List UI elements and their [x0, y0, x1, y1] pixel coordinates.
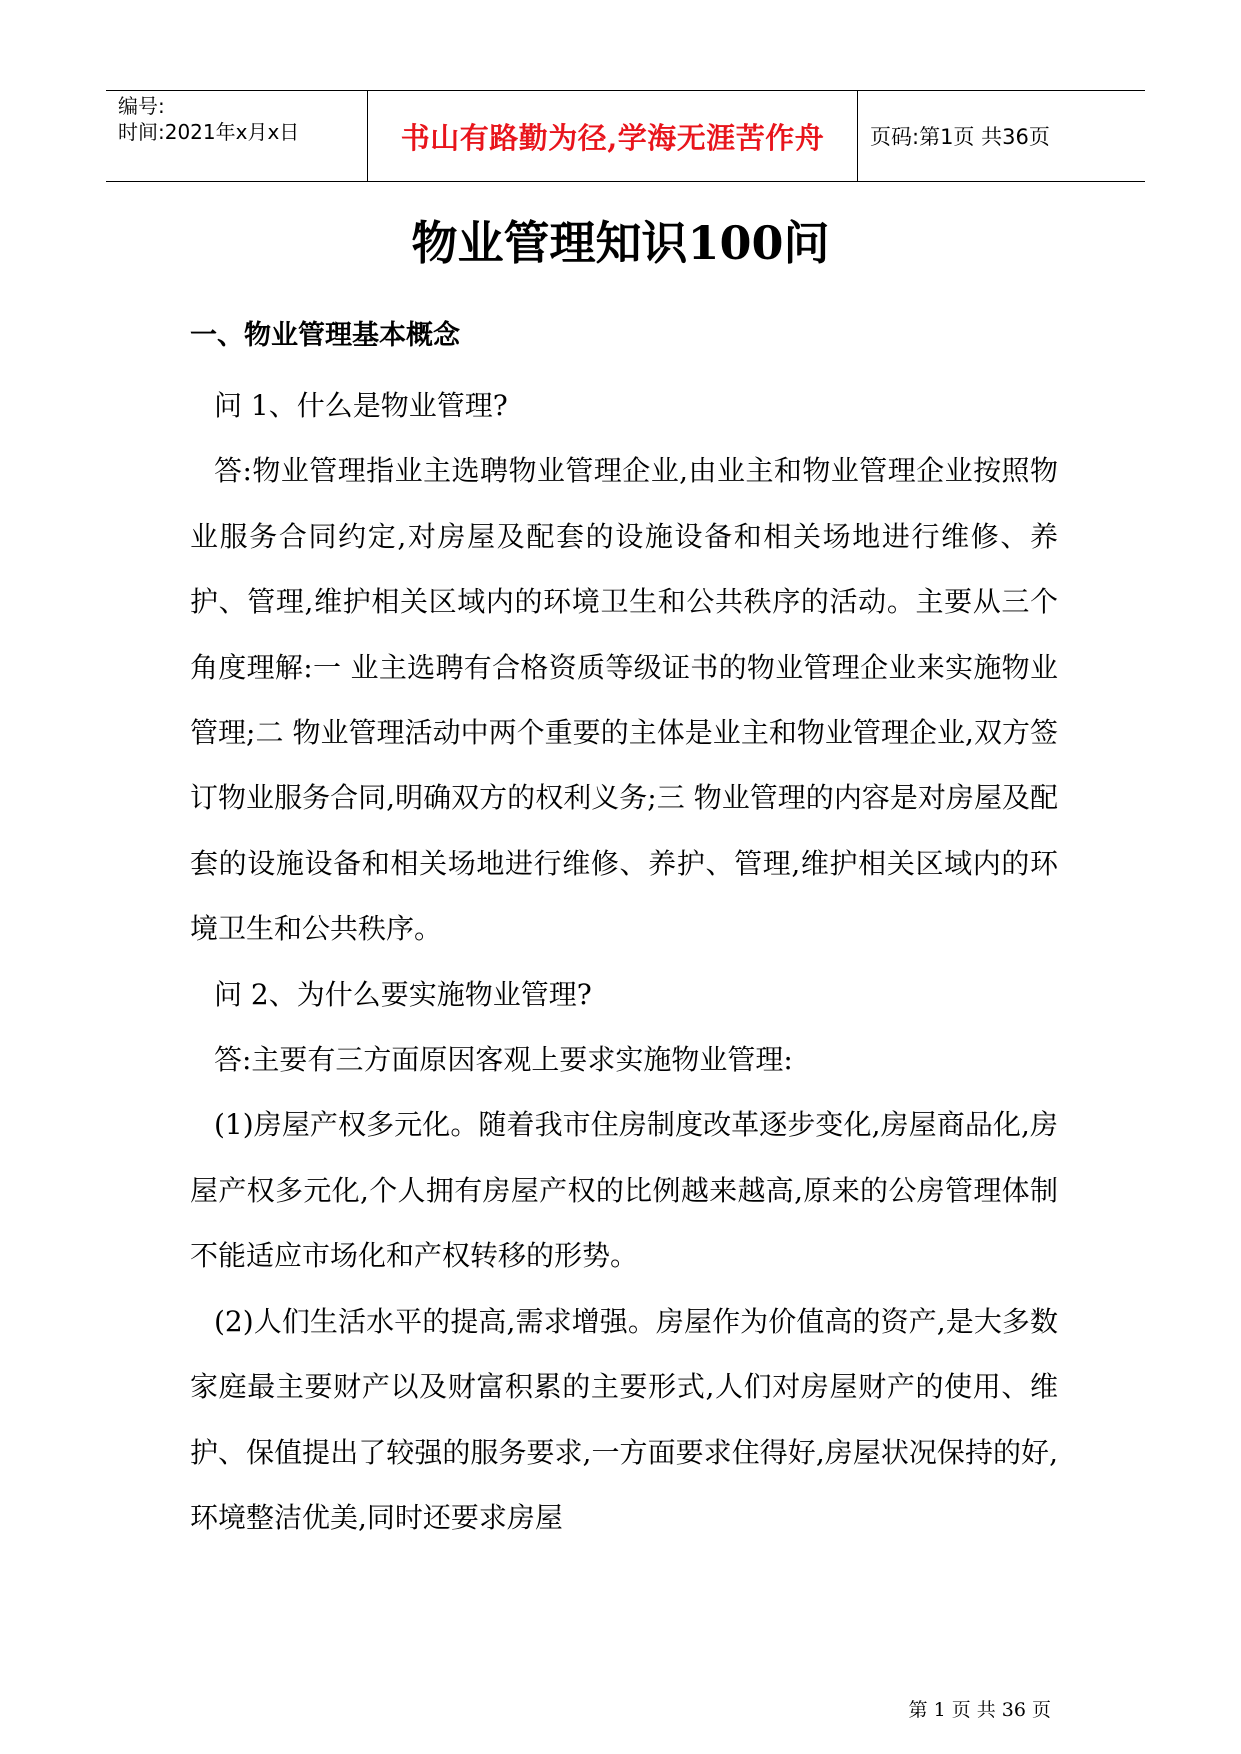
header-info-cell [106, 91, 368, 181]
page-footer: 第 1 页 共 36 页 [908, 1699, 1051, 1721]
page-code-text: 页码:第1页 共36页 [870, 125, 1050, 149]
page-code-cell [858, 91, 1145, 181]
question-2: 问 2、为什么要实施物业管理? [214, 977, 592, 1011]
time-label: 时间:2021年x月x日 [118, 120, 300, 144]
section-heading: 一、物业管理基本概念 [190, 320, 460, 351]
motto-text: 书山有路勤为径,学海无涯苦作舟 [400, 120, 825, 155]
answer-2-point-1: (1)房屋产权多元化。随着我市住房制度改革逐步变化,房屋商品化,房屋产权多元化,个人拥有房屋产权的比例越来越高,原来的公房管理体制不能适应市场化和产权转移的形势。 [190, 1108, 1058, 1273]
serial-number-label: 编号: [118, 94, 165, 118]
answer-2-point-2: (2)人们生活水平的提高,需求增强。房屋作为价值高的资产,是大多数家庭最主要财产以及财富积累的主要形式,人们对房屋财产的使用、维护、保值提出了较强的服务要求,一方面要求住得好,房屋状况保持的好,环境整洁优美,同时还要求房屋 [190, 1304, 1058, 1534]
motto-cell [368, 91, 858, 181]
document-title: 物业管理知识100问 [411, 216, 830, 270]
header-table [106, 90, 1145, 182]
answer-1: 答:物业管理指业主选聘物业管理企业,由业主和物业管理企业按照物业服务合同约定,对房屋及配套的设施设备和相关场地进行维修、养护、管理,维护相关区域内的环境卫生和公共秩序的活动。主要从三个角度理解:一 业主选聘有合格资质等级证书的物业管理企业来实施物业管理;二 物业管理活动中两个重要的主体是业主和物业管理企业,双方签订物业服务合同,明确双方的权利义务;三 物业管理的内容是对房屋及配套的设施设备和相关场地进行维修、养护、管理,维护相关区域内的环境卫生和公共秩序。 [190, 454, 1058, 946]
answer-2-intro: 答:主要有三方面原因客观上要求实施物业管理: [214, 1043, 793, 1077]
document-body [190, 373, 1058, 1550]
question-1: 问 1、什么是物业管理? [214, 389, 508, 422]
